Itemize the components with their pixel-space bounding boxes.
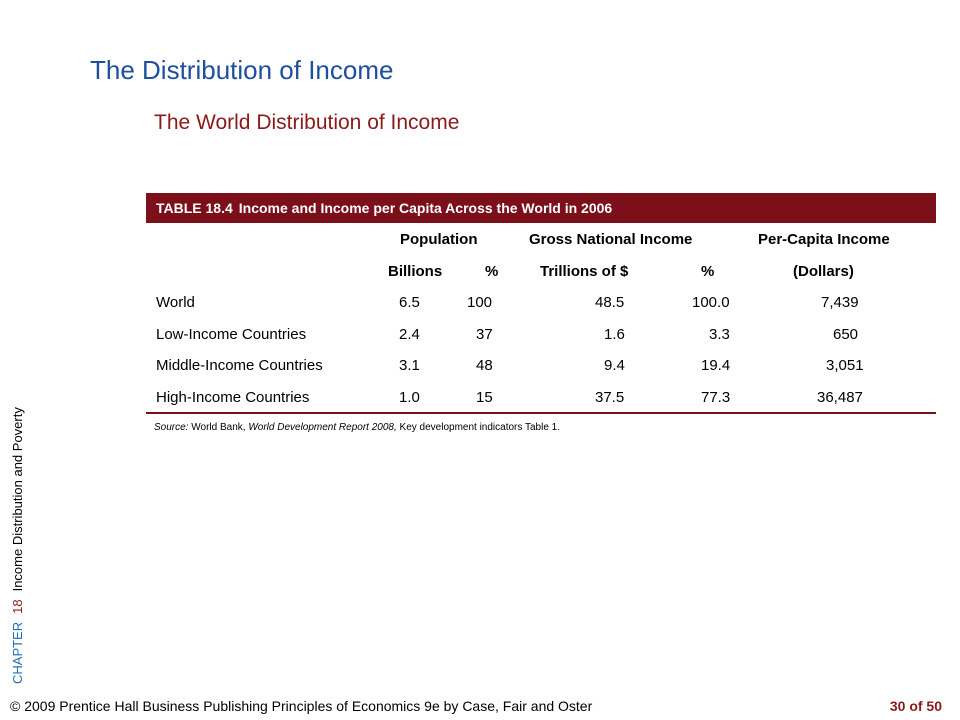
chapter-label: CHAPTER [10,621,25,684]
table-row [146,286,936,318]
footer-copyright: © 2009 Prentice Hall Business Publishing Principles of Economics 9e by Case, Fair and Oster [10,698,593,714]
header-trillions: Trillions of $ [540,262,629,280]
header-dollars: (Dollars) [793,262,854,280]
page-title: The Distribution of Income [90,55,394,85]
cell-billions: 6.5 [399,294,420,311]
chapter-side-label [10,407,25,684]
row-label: World [156,294,195,311]
cell-per-capita: 36,487 [817,388,863,406]
cell-billions: 1.0 [399,388,420,406]
table-source [146,422,936,433]
header-population: Population [400,231,478,248]
cell-billions: 3.1 [399,357,420,374]
cell-per-capita: 3,051 [826,357,864,374]
row-label: Middle-Income Countries [156,357,323,374]
cell-gni-pct: 19.4 [701,357,731,374]
table-header-row-1 [146,223,936,255]
cell-trillions: 9.4 [604,357,625,374]
page-subtitle: The World Distribution of Income [154,111,460,134]
header-per-capita: Per-Capita Income [758,231,890,248]
source-title: World Development Report 2008, [248,422,397,433]
cell-pct: 100 [467,294,493,311]
cell-gni-pct: 100.0 [692,294,730,311]
cell-trillions: 1.6 [604,325,625,343]
table-caption [146,193,936,223]
table-row [146,318,936,350]
cell-pct: 48 [476,357,493,374]
table-bottom-rule [146,412,936,414]
source-text-2: Key development indicators Table 1. [399,422,560,433]
cell-per-capita: 650 [833,325,859,343]
cell-per-capita: 7,439 [821,294,859,311]
page-number: 30 of 50 [889,698,942,714]
source-label: Source: [154,422,189,433]
table-number: TABLE 18.4 [156,200,233,216]
cell-trillions: 48.5 [595,294,625,311]
table-caption-text: Income and Income per Capita Across the World in 2006 [238,200,613,216]
source-text-1: World Bank, [191,422,246,433]
cell-gni-pct: 3.3 [709,325,730,343]
income-table [146,193,936,433]
table-row [146,381,936,413]
table-row [146,349,936,381]
chapter-number: 18 [10,599,25,614]
cell-billions: 2.4 [399,325,420,343]
row-label: High-Income Countries [156,388,310,406]
header-gni: Gross National Income [529,231,693,248]
cell-pct: 15 [476,388,493,406]
cell-trillions: 37.5 [595,388,625,406]
chapter-title: Income Distribution and Poverty [10,407,25,592]
table-header-row-2 [146,255,936,287]
header-pct-gni: % [701,262,715,280]
cell-gni-pct: 77.3 [701,388,731,406]
header-pct-population: % [485,262,499,280]
cell-pct: 37 [476,325,493,343]
header-billions: Billions [388,262,443,280]
row-label: Low-Income Countries [156,325,307,343]
